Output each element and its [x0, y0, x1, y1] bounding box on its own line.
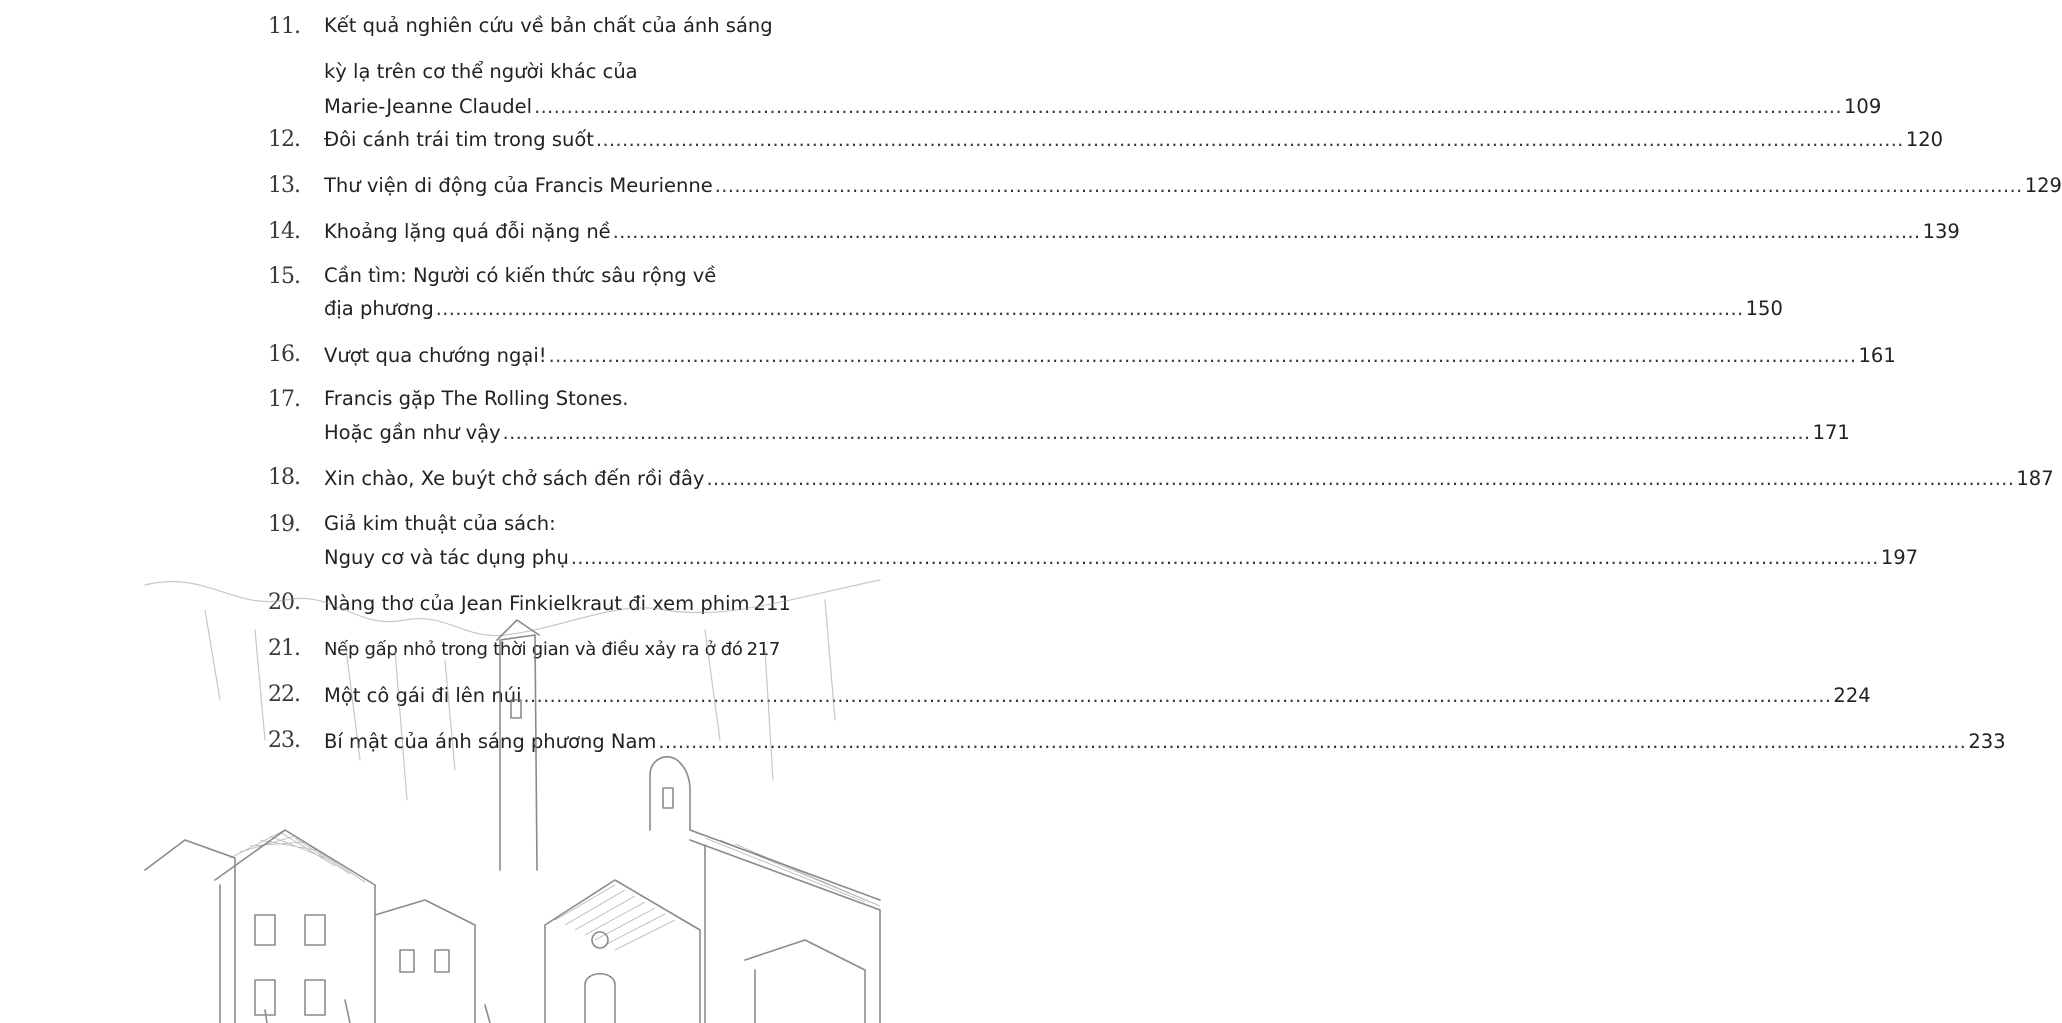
page-number: 129: [2024, 174, 2062, 197]
leader-dots: ........................................................................................................................................................................................................: [435, 298, 1744, 320]
leader-dots: ........................................................................................................................................................................................................: [658, 731, 1967, 753]
chapter-number: 23.: [268, 728, 300, 753]
chapter-number: 16.: [268, 342, 300, 367]
chapter-number: 13.: [268, 173, 300, 198]
chapter-title-text: Vượt qua chướng ngại!: [324, 344, 547, 367]
leader-dots: ........................................................................................................................................................................................................: [612, 221, 1921, 243]
chapter-title-line: Kết quả nghiên cứu về bản chất của ánh sáng: [324, 14, 773, 37]
chapter-title-line: [324, 95, 1882, 118]
chapter-number: 17.: [268, 387, 300, 412]
chapter-title-line: kỳ lạ trên cơ thể người khác của: [324, 60, 638, 83]
page-number: 139: [1922, 220, 1960, 243]
chapter-title-text: Đôi cánh trái tim trong suốt: [324, 128, 594, 151]
page-number: 161: [1858, 344, 1896, 367]
chapter-title-text: Nguy cơ và tác dụng phụ: [324, 546, 569, 569]
chapter-number: 19.: [268, 512, 300, 537]
leader-dots: ........................................................................................................................................................................................................: [706, 468, 2015, 490]
chapter-title-line: Francis gặp The Rolling Stones.: [324, 387, 629, 410]
chapter-title-text: Marie-Jeanne Claudel: [324, 95, 533, 118]
chapter-title-text: Bí mật của ánh sáng phương Nam: [324, 730, 657, 753]
leader-dots: ........................................................................................................................................................................................................: [523, 685, 1832, 707]
chapter-title-text: Nàng thơ của Jean Finkielkraut đi xem phim: [324, 592, 750, 615]
page-number: 171: [1812, 421, 1850, 444]
leader-dots: ........................................................................................................................................................................................................: [714, 175, 2023, 197]
chapter-title-line: [324, 421, 1850, 444]
chapter-title-line: [324, 467, 2054, 490]
leader-dots: ........................................................................................................................................................................................................: [570, 547, 1879, 569]
page-number: 197: [1880, 546, 1919, 569]
chapter-title-text: Một cô gái đi lên núi: [324, 684, 522, 707]
chapter-title-line: [324, 128, 1944, 151]
leader-dots: ........................................................................................................................................................................................................: [595, 129, 1904, 151]
page-number: 150: [1745, 297, 1783, 320]
chapter-title-line: [324, 297, 1783, 320]
chapter-number: 14.: [268, 219, 300, 244]
chapter-title-text: Xin chào, Xe buýt chở sách đến rồi đây: [324, 467, 705, 490]
page-number: 211: [753, 592, 791, 615]
page-number: 233: [1968, 730, 2006, 753]
chapter-number: 12.: [268, 127, 300, 152]
page-number: 217: [746, 639, 781, 660]
leader-dots: ........................................................................................................................................................................................................: [502, 422, 1811, 444]
leader-dots: ........................................................................................................................................................................................................: [548, 345, 1857, 367]
chapter-number: 18.: [268, 465, 300, 490]
leader-dots: ........................................................................................................................................................................................................: [534, 96, 1842, 118]
page-number: 109: [1844, 95, 1882, 118]
page-number: 224: [1833, 684, 1871, 707]
chapter-title-line: [324, 220, 1960, 243]
chapter-number: 22.: [268, 682, 300, 707]
chapter-title-text: Hoặc gần như vậy: [324, 421, 501, 444]
page-number: 120: [1905, 128, 1944, 151]
chapter-number: 11.: [268, 14, 300, 39]
chapter-title-line: Cần tìm: Người có kiến thức sâu rộng về: [324, 264, 717, 287]
chapter-number: 21.: [268, 636, 300, 661]
chapter-title-text: địa phương: [324, 297, 434, 320]
chapter-title-text: Khoảng lặng quá đỗi nặng nề: [324, 220, 611, 243]
page-number: 187: [2016, 467, 2054, 490]
chapter-number: 15.: [268, 264, 300, 289]
chapter-number: 20.: [268, 590, 300, 615]
chapter-title-text: Thư viện di động của Francis Meurienne: [324, 174, 713, 197]
chapter-title-line: Giả kim thuật của sách:: [324, 512, 556, 535]
chapter-title-line: [324, 344, 1896, 367]
chapter-title-line: [324, 174, 2062, 197]
village-sketch-illustration: [145, 540, 880, 1023]
chapter-title-text: Nếp gấp nhỏ trong thời gian và điều xảy ra ở đó: [324, 639, 743, 660]
